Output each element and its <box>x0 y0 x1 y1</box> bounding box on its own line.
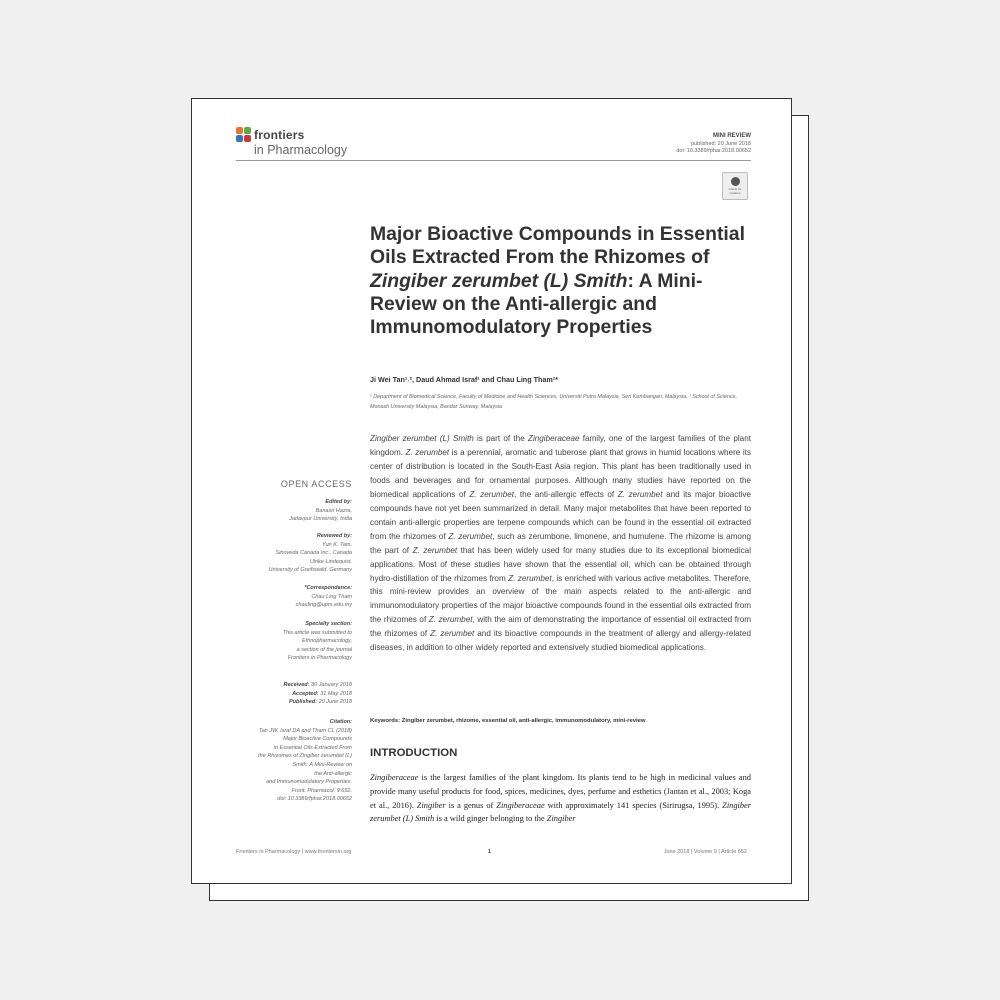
article-type: MINI REVIEW <box>712 133 751 139</box>
citation-block <box>258 718 352 804</box>
citation-line-4: the Rhizomes of Zingiber zerumbet (L) <box>258 753 352 760</box>
accepted-row <box>283 690 352 699</box>
intro-run: Zingiberaceae <box>496 800 545 810</box>
specialty-line-3: a section of the journal <box>296 646 352 653</box>
reviewer-1-name: Yun K. Tam, <box>322 541 352 548</box>
abstract-run: family, one of the largest families of the plant kingdom. <box>370 434 751 457</box>
abstract-run: Zingiberaceae <box>527 434 580 443</box>
abstract-run: and its bioactive compounds in the treatment of allergy and allergy-related diseases, in addition to other widely reported and extensively studied biomedical applications. <box>370 629 751 653</box>
citation-line-1: Tan JW, Israf DA and Tham CL (2018) <box>258 727 352 734</box>
published-row <box>283 698 352 707</box>
frontiers-logo-icon <box>236 127 252 143</box>
citation-label: Citation: <box>329 719 352 725</box>
edited-by-block <box>289 498 352 524</box>
article-meta <box>676 133 751 156</box>
logo-square-red <box>244 135 251 142</box>
abstract-run: , is enriched with various active metabolites. Therefore, this mini-review provides an overview of the main aspects related to the anti-allergic and immunomodulatory properties of the major bioactive compounds found in the essential oils extracted from the rhizomes of <box>370 573 752 625</box>
footer-issue-info: June 2018 | Volume 9 | Article 652 <box>663 849 747 855</box>
logo-square-green <box>244 127 251 134</box>
title-text-1: Major Bioactive Compounds in Essential Oils Extracted From the Rhizomes of <box>370 223 745 269</box>
section-heading-introduction: INTRODUCTION <box>370 747 458 759</box>
logo-square-orange <box>236 127 243 134</box>
correspondence-block <box>296 584 352 610</box>
specialty-line-4: Frontiers in Pharmacology <box>287 655 352 662</box>
authors: Ji Wei Tan¹˒², Daud Ahmad Israf¹ and Chau Ling Tham¹* <box>370 375 558 384</box>
intro-run: is a genus of <box>445 800 497 810</box>
correspondence-name: Chau Ling Tham <box>311 593 352 600</box>
citation-line-5: Smith: A Mini-Review on <box>292 761 352 768</box>
intro-run: Zingiber <box>546 814 576 824</box>
abstract-run: Z. zerumbet <box>448 531 493 541</box>
citation-line-3: in Essential Oils Extracted From <box>273 744 352 751</box>
abstract <box>370 432 751 655</box>
correspondence-email[interactable]: chauling@upm.edu.my <box>295 602 352 609</box>
journal-name: frontiers <box>254 128 305 142</box>
check-for-updates-button[interactable] <box>722 172 748 200</box>
abstract-run: , such as zerumbone, limonene, and humulene. The rhizome is among the part of <box>370 531 751 555</box>
abstract-run: Z. zerumbet <box>430 629 475 639</box>
intro-run: with approximately 141 species (Sirirugsa, 1995). <box>544 800 723 810</box>
check-for-updates-label: Check for updates <box>728 187 742 195</box>
specialty-label: Specialty section: <box>305 621 352 627</box>
dates-block <box>283 681 352 707</box>
published-label: Published: <box>289 699 318 706</box>
abstract-run: Z. zerumbet <box>469 489 515 499</box>
doi: doi: 10.3389/fphar.2018.00652 <box>676 148 751 154</box>
reviewer-2-name: Ulrike Lindequist, <box>309 558 352 565</box>
abstract-run: Zingiber zerumbet (L) Smith <box>370 434 474 443</box>
abstract-run: is a perennial, aromatic and tuberose plant that grows in humid locations where its center of distribution is located in the South-East Asia region. This plant has been traditionally used in foods and beverages and for ornamental purposes. Although many studies have reported on the biomedical applications of <box>370 447 751 499</box>
article-title <box>370 223 750 339</box>
received-label: Received: <box>283 682 310 688</box>
published-date-side: 20 June 2018 <box>318 699 352 706</box>
reviewed-by-label: Reviewed by: <box>316 533 352 539</box>
logo-square-blue <box>236 135 243 142</box>
title-species: Zingiber zerumbet (L) Smith <box>370 269 628 292</box>
accepted-date: 31 May 2018 <box>320 690 352 697</box>
affiliations: ¹ Department of Biomedical Science, Faculty of Medicine and Health Sciences, Universiti Putra Malaysia, Seri Kembangan, Malaysia, ² School of Science, Monash University Malaysia, Bandar Sunway, Malaysia <box>370 394 738 410</box>
received-row <box>283 681 352 690</box>
intro-run: Zingiber zerumbet (L) Smith <box>370 800 752 824</box>
citation-line-6: the Anti-allergic <box>314 770 352 777</box>
intro-run: Zingiber <box>416 800 446 810</box>
citation-line-8: Front. Pharmacol. 9:652. <box>291 787 352 794</box>
reviewer-2-affiliation: University of Greifswald, Germany <box>268 567 352 574</box>
journal-subtitle: in Pharmacology <box>254 143 348 157</box>
abstract-run: that has been widely used for many studies due to its exceptional biomedical applications. Most of these studies have shown that the essential oil, which can be obtained through hydro-distillation of the rhizomes from <box>370 545 752 583</box>
abstract-run: Z. zerumbet <box>617 489 663 499</box>
edited-by-label: Edited by: <box>325 499 352 505</box>
intro-run: is a wild ginger belonging to the <box>434 814 547 824</box>
abstract-run: , the anti-allergic effects of <box>514 489 618 499</box>
specialty-section-block <box>283 620 352 663</box>
citation-line-2: Major Bioactive Compounds <box>283 736 352 743</box>
specialty-line-1: This article was submitted to <box>282 629 352 636</box>
intro-run: Zingiberaceae <box>370 773 419 782</box>
specialty-line-2: Ethnopharmacology, <box>301 638 352 645</box>
accepted-label: Accepted: <box>292 690 319 697</box>
footer-journal-link[interactable]: Frontiers in Pharmacology | www.frontiersin.org <box>236 849 352 855</box>
editor-affiliation: Jadavpur University, India <box>289 516 352 523</box>
citation-line-7: and Immunomodulatory Properties. <box>266 779 352 786</box>
abstract-run: Z. zerumbet <box>428 615 473 625</box>
editor-name: Banasri Hazra, <box>315 507 352 514</box>
citation-line-9[interactable]: doi: 10.3389/fphar.2018.00652 <box>277 796 352 803</box>
bookmark-icon <box>731 177 740 186</box>
intro-run: is the largest families of the plant kingdom. Its plants tend to be high in medicinal values and provide many useful products for food, spices, medicines, dyes, perfume and esthetics (Jantan et al., 2003; Koga et al., 2016). <box>370 773 751 810</box>
footer-page-number: 1 <box>488 849 492 855</box>
correspondence-label: *Correspondence: <box>304 585 352 591</box>
introduction-paragraph <box>370 771 751 826</box>
open-access-label: OPEN ACCESS <box>280 479 352 489</box>
paper-page <box>191 98 792 884</box>
reviewer-1-affiliation: Sinoveda Canada Inc., Canada <box>275 550 352 557</box>
abstract-run: , with the aim of demonstrating the importance of essential oil extracted from the rhizomes of <box>370 615 751 639</box>
abstract-run: and its major bioactive compounds have not yet been summarized in detail. Many major metabolites that have been reported to contain anti-allergic properties are terpene compounds which can be found in the essential oil extracted from the rhizomes of <box>370 489 751 541</box>
abstract-run: Z. zerumbet <box>405 447 450 457</box>
published-date: published: 20 June 2018 <box>691 140 751 147</box>
header-divider <box>236 160 751 161</box>
abstract-run: Z. zerumbet <box>412 545 458 555</box>
abstract-run: Z. zerumbet <box>508 573 552 583</box>
keywords: Keywords: Zingiber zerumbet, rhizome, essential oil, anti-allergic, immunomodulatory, mini-review <box>370 718 646 724</box>
title-text-2: : A Mini-Review on the Anti-allergic and Immunomodulatory Properties <box>370 269 703 339</box>
reviewed-by-block <box>269 532 352 575</box>
abstract-run: is part of the <box>473 434 528 443</box>
received-date: 30 January 2018 <box>311 682 352 688</box>
